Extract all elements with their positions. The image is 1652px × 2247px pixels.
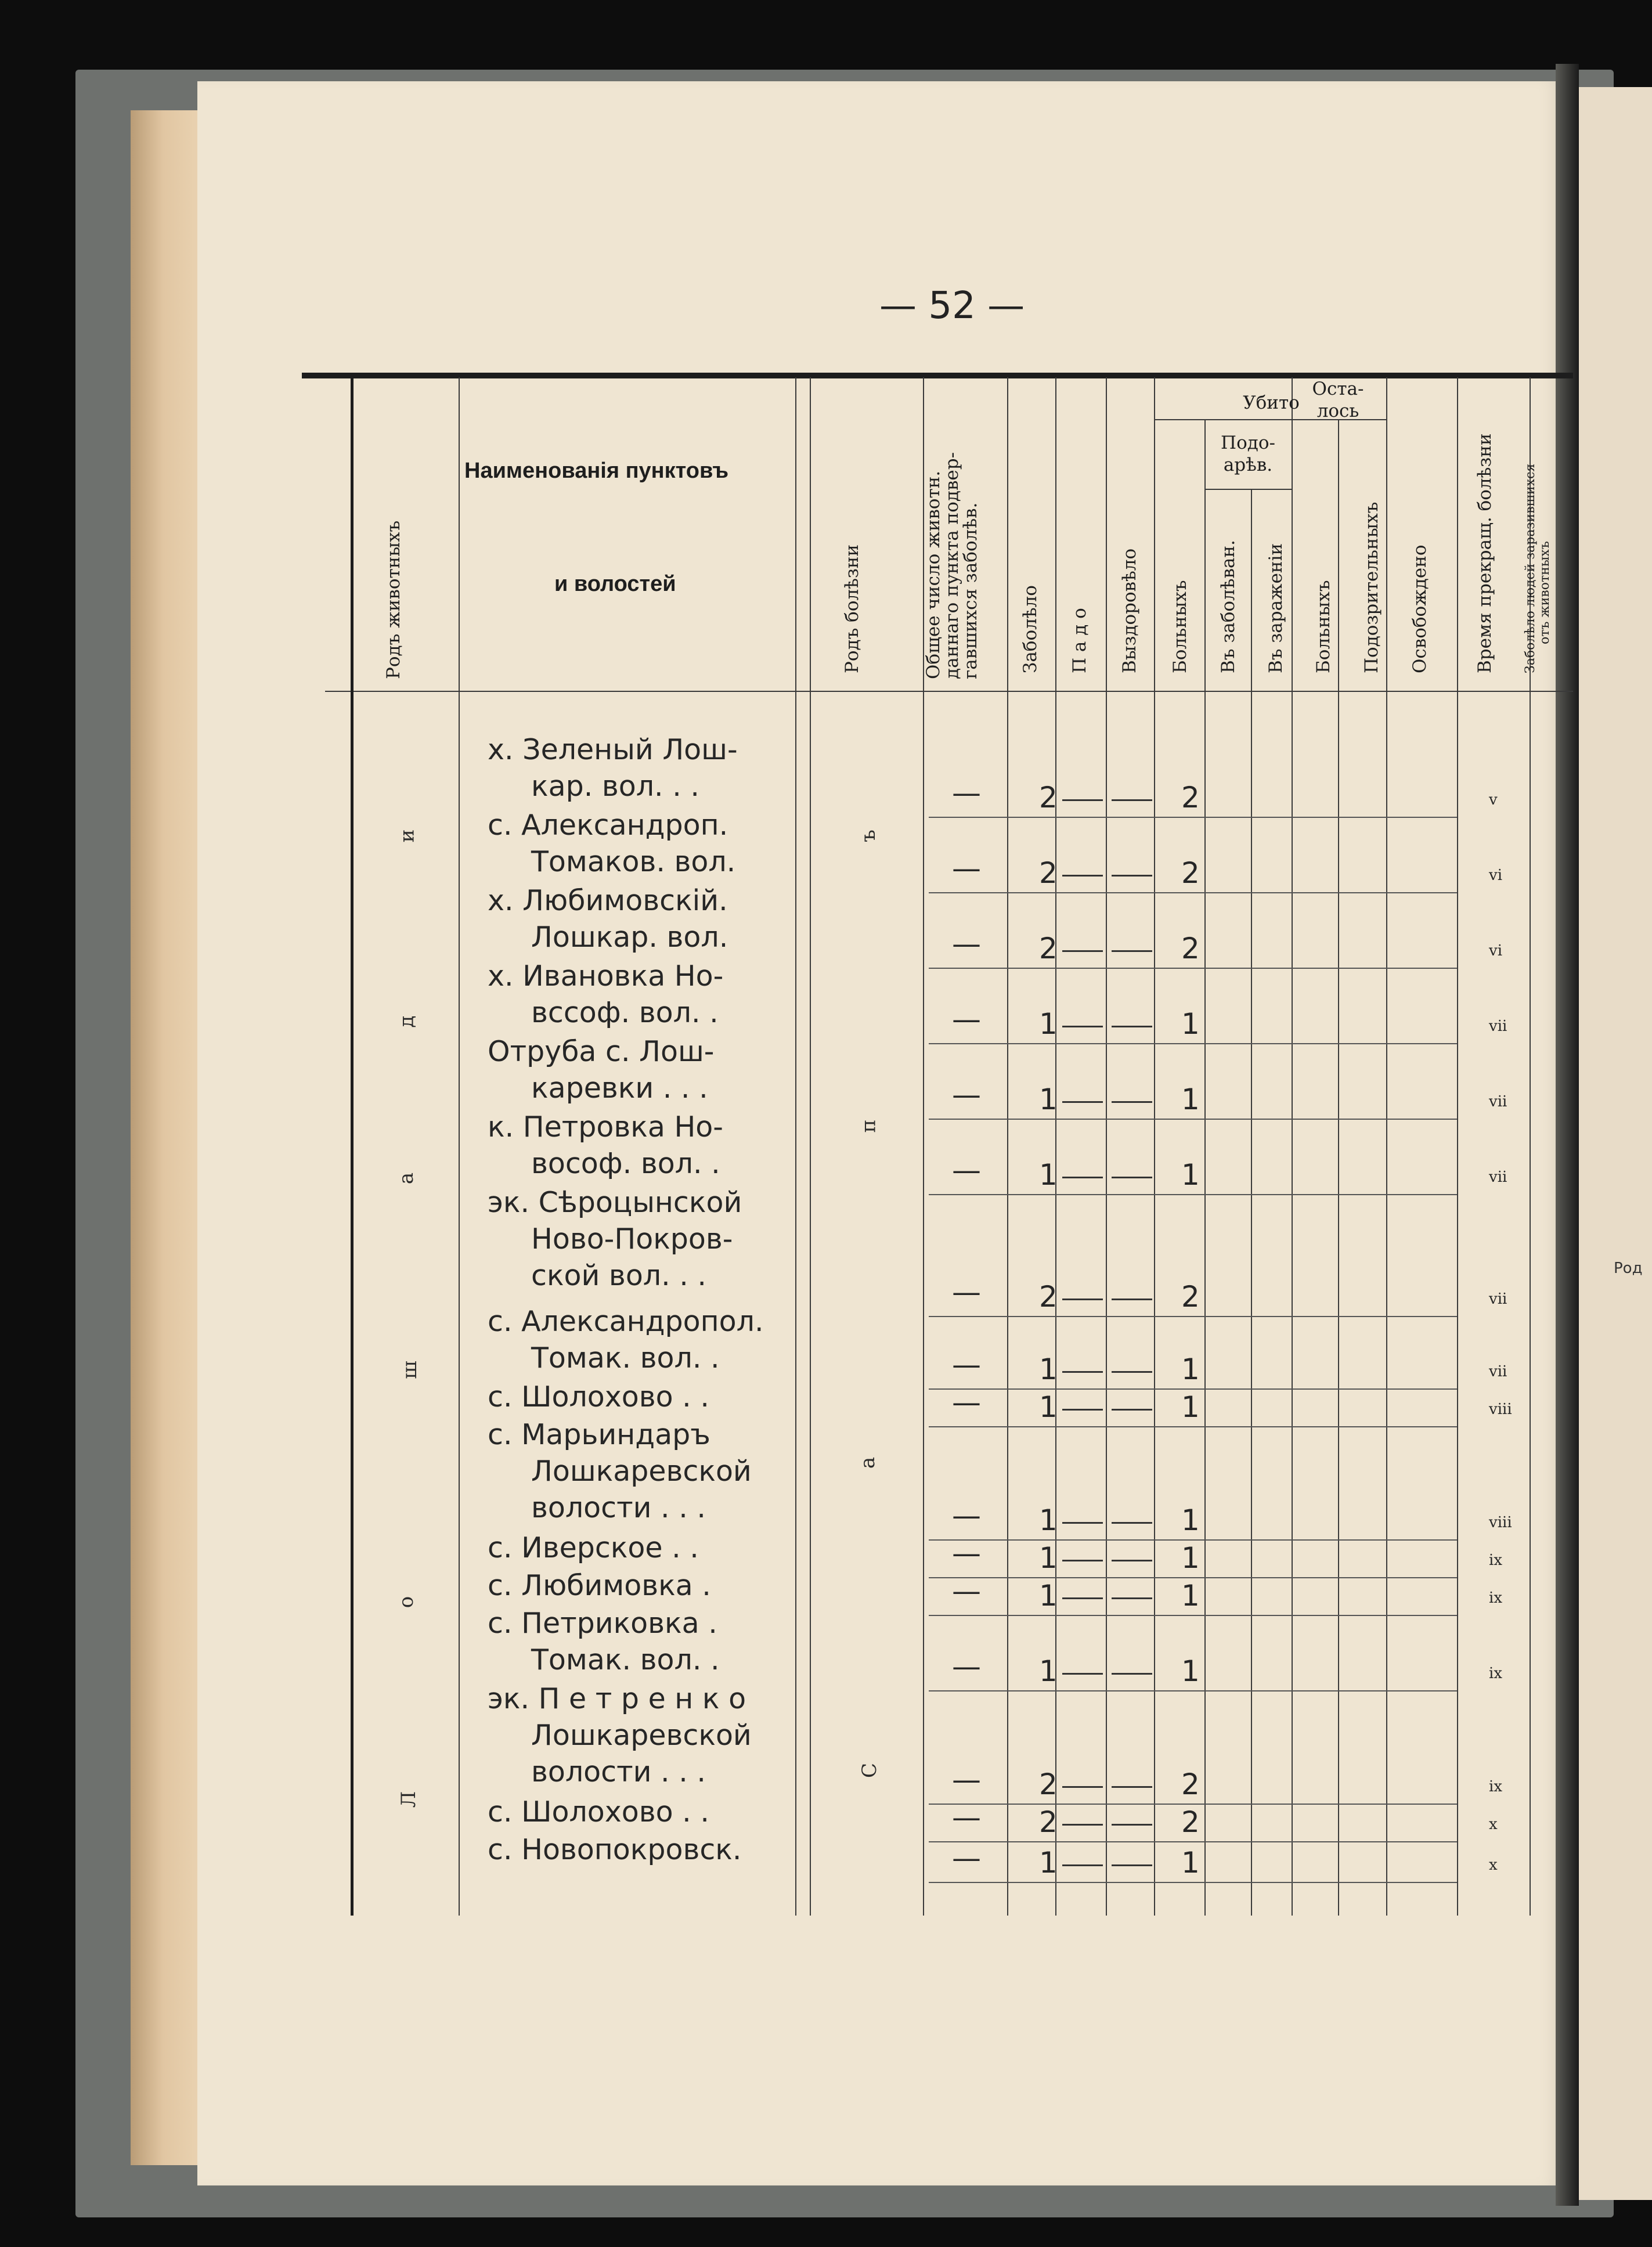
fell-ill-value: 1 (1039, 1390, 1058, 1424)
killed-sick-value: 1 (1181, 1158, 1200, 1192)
place-name: Лошкаревской (531, 1455, 752, 1488)
disease-kind-letter: п (857, 1119, 881, 1133)
recovered-dash (1112, 1864, 1152, 1866)
header-place-names: Наименованія пунктовъ (464, 459, 729, 483)
fell-ill-value: 1 (1039, 1007, 1058, 1041)
header-recovered: Выздоровѣло (1119, 548, 1140, 673)
header-people-infected-2: отъ животныхъ (1538, 541, 1552, 644)
place-name: эк. П е т р е н к о (488, 1682, 746, 1715)
killed-sick-value: 1 (1181, 1503, 1200, 1537)
end-month: v (1489, 791, 1498, 809)
place-name: волости . . . (531, 1755, 706, 1788)
recovered-dash (1112, 1026, 1152, 1027)
total-animals: — (952, 1153, 981, 1187)
place-name: с. Александропол. (488, 1305, 764, 1338)
total-animals: — (952, 1841, 981, 1875)
total-animals: — (952, 1275, 981, 1309)
recovered-dash (1112, 1177, 1152, 1178)
place-name: эк. Сѣроцынской (488, 1186, 742, 1219)
row-rule (929, 1316, 1457, 1317)
end-month: ix (1489, 1778, 1502, 1795)
row-rule (929, 892, 1457, 893)
total-animals: — (952, 927, 981, 961)
fell-ill-value: 1 (1039, 1503, 1058, 1537)
killed-sick-value: 1 (1181, 1654, 1200, 1688)
killed-sick-value: 1 (1181, 1846, 1200, 1880)
place-name: волости . . . (531, 1491, 706, 1524)
row-rule (929, 1539, 1457, 1541)
fell-ill-value: 2 (1039, 856, 1058, 890)
place-name: вссоф. вол. . (531, 996, 719, 1029)
died-dash (1062, 950, 1103, 952)
header-killed-group: Убито (1243, 392, 1300, 413)
animal-kind-letter: д (395, 1015, 419, 1028)
left-rule (351, 377, 354, 1916)
column-rule (1007, 377, 1008, 1916)
recovered-dash (1112, 1522, 1152, 1524)
place-name: с. Иверское . . (488, 1531, 699, 1564)
header-in-infection: Въ зараженіи (1265, 543, 1286, 673)
total-animals: — (952, 1499, 981, 1532)
row-rule (929, 1194, 1457, 1195)
total-animals: — (952, 1650, 981, 1683)
recovered-dash (1112, 1409, 1152, 1411)
total-animals: — (952, 776, 981, 810)
row-rule (929, 817, 1457, 818)
page-number: — 52 — (879, 284, 1025, 327)
killed-sick-value: 1 (1181, 1541, 1200, 1575)
died-dash (1062, 799, 1103, 801)
end-month: vii (1489, 1290, 1507, 1308)
place-name: Отруба с. Лош- (488, 1035, 715, 1068)
killed-sick-value: 1 (1181, 1083, 1200, 1116)
end-month: vii (1489, 1018, 1507, 1035)
place-name: с. Шолохово . . (488, 1380, 709, 1413)
recovered-dash (1112, 1101, 1152, 1103)
header-disease-kind: Родъ болѣзни (842, 544, 863, 673)
row-rule (929, 1841, 1457, 1842)
next-page-text: Род (1614, 1260, 1643, 1277)
place-name: к. Петровка Но- (488, 1110, 723, 1144)
animal-kind-letter: ш (398, 1361, 421, 1379)
column-rule (1154, 377, 1155, 1916)
animal-kind-letter: а (395, 1172, 419, 1185)
end-month: x (1489, 1856, 1498, 1874)
place-name: Ново-Покров- (531, 1222, 733, 1256)
disease-kind-letter: ъ (856, 829, 880, 842)
row-rule (929, 1119, 1457, 1120)
header-volosts: и волостей (554, 572, 676, 596)
end-month: vii (1489, 1093, 1507, 1110)
total-animals: — (952, 1078, 981, 1112)
recovered-dash (1112, 1597, 1152, 1599)
row-rule (929, 1043, 1457, 1044)
header-suspected-2: арѣв. (1223, 455, 1273, 475)
header-in-illness: Въ заболѣван. (1218, 540, 1239, 673)
place-name: х. Зеленый Лош- (488, 733, 738, 766)
disease-kind-letter: С (858, 1762, 882, 1779)
fell-ill-value: 2 (1039, 1805, 1058, 1839)
fell-ill-value: 2 (1039, 1768, 1058, 1801)
died-dash (1062, 1560, 1103, 1561)
header-remaining-2: лось (1316, 401, 1359, 421)
died-dash (1062, 1597, 1103, 1599)
header-remaining-sick: Больныхъ (1313, 580, 1334, 673)
header-died: П а д о (1069, 608, 1090, 673)
page-stack-edge (131, 110, 203, 2165)
animal-kind-letter: Л (397, 1791, 421, 1808)
suspected-group-rule (1204, 489, 1292, 490)
place-name: вософ. вол. . (531, 1147, 720, 1180)
header-remaining-suspected: Подозрительныхъ (1361, 502, 1382, 673)
recovered-dash (1112, 1560, 1152, 1561)
animal-kind-letter: и (395, 829, 419, 843)
animal-kind-letter: о (395, 1596, 419, 1608)
fell-ill-value: 1 (1039, 1541, 1058, 1575)
header-total-2: даннаго пункта подвер- (942, 452, 962, 679)
place-name: с. Марьиндаръ (488, 1418, 710, 1451)
total-animals: — (952, 1763, 981, 1797)
place-name: Томаков. вол. (531, 845, 736, 878)
row-rule (929, 1615, 1457, 1616)
row-rule (929, 968, 1457, 969)
killed-sick-value: 2 (1181, 932, 1200, 965)
column-rule (1106, 377, 1107, 1916)
died-dash (1062, 1864, 1103, 1866)
place-name: с. Александроп. (488, 809, 728, 842)
died-dash (1062, 1409, 1103, 1411)
died-dash (1062, 1026, 1103, 1027)
column-rule (795, 377, 796, 1916)
column-rule (459, 377, 460, 1916)
killed-sick-value: 1 (1181, 1352, 1200, 1386)
row-rule (929, 1804, 1457, 1805)
died-dash (1062, 1177, 1103, 1178)
recovered-dash (1112, 1786, 1152, 1788)
end-month: ix (1489, 1665, 1502, 1682)
header-fell-ill: Заболѣло (1020, 585, 1041, 673)
recovered-dash (1112, 799, 1152, 801)
total-animals: — (952, 1002, 981, 1036)
killed-sick-value: 2 (1181, 781, 1200, 814)
place-name: Томак. вол. . (531, 1643, 720, 1676)
died-dash (1062, 1522, 1103, 1524)
disease-kind-letter: а (856, 1456, 880, 1469)
died-dash (1062, 1101, 1103, 1103)
total-animals: — (952, 1386, 981, 1419)
place-name: х. Ивановка Но- (488, 960, 724, 993)
place-name: Лошкаревской (531, 1719, 752, 1752)
column-rule (1386, 377, 1387, 1916)
header-end-time: Время прекращ. болѣзни (1474, 433, 1495, 673)
fell-ill-value: 2 (1039, 1280, 1058, 1314)
header-animal-kind: Родъ животныхъ (383, 520, 404, 679)
column-rule (1457, 377, 1458, 1916)
fell-ill-value: 1 (1039, 1083, 1058, 1116)
place-name: Лошкар. вол. (531, 921, 728, 954)
end-month: vi (1489, 867, 1503, 884)
row-rule (929, 1882, 1457, 1883)
header-total-1: Общее число животн. (923, 470, 944, 679)
died-dash (1062, 1824, 1103, 1826)
place-name: с. Петриковка . (488, 1607, 717, 1640)
column-rule (1251, 489, 1252, 1916)
killed-sick-value: 2 (1181, 1805, 1200, 1839)
column-rule (1292, 377, 1293, 1916)
end-month: viii (1489, 1514, 1512, 1531)
killed-sick-value: 1 (1181, 1579, 1200, 1613)
row-rule (929, 1388, 1457, 1390)
killed-sick-value: 2 (1181, 856, 1200, 890)
column-rule (810, 377, 811, 1916)
fell-ill-value: 1 (1039, 1352, 1058, 1386)
header-suspected-1: Подо- (1221, 432, 1275, 453)
book-gutter (1556, 64, 1579, 2206)
fell-ill-value: 1 (1039, 1158, 1058, 1192)
total-animals: — (952, 1537, 981, 1570)
died-dash (1062, 1371, 1103, 1373)
place-name: Томак. вол. . (531, 1341, 720, 1375)
died-dash (1062, 875, 1103, 877)
fell-ill-value: 1 (1039, 1846, 1058, 1880)
total-animals: — (952, 1348, 981, 1382)
recovered-dash (1112, 1371, 1152, 1373)
header-people-infected-1: Заболѣло людей заразившихся (1523, 463, 1538, 673)
end-month: ix (1489, 1589, 1502, 1607)
end-month: x (1489, 1816, 1498, 1833)
end-month: vii (1489, 1363, 1507, 1380)
killed-sick-value: 2 (1181, 1768, 1200, 1801)
row-rule (929, 1577, 1457, 1578)
died-dash (1062, 1299, 1103, 1300)
place-name: х. Любимовскій. (488, 884, 728, 917)
recovered-dash (1112, 1299, 1152, 1300)
place-name: с. Шолохово . . (488, 1795, 709, 1828)
top-rule (302, 373, 1573, 378)
killed-sick-value: 1 (1181, 1390, 1200, 1424)
header-released: Освобождено (1409, 544, 1430, 673)
place-name: с. Новопокровск. (488, 1833, 742, 1866)
recovered-dash (1112, 1824, 1152, 1826)
place-name: с. Любимовка . (488, 1569, 711, 1602)
killed-sick-value: 1 (1181, 1007, 1200, 1041)
place-name: ской вол. . . (531, 1259, 706, 1292)
fell-ill-value: 2 (1039, 932, 1058, 965)
total-animals: — (952, 852, 981, 885)
recovered-dash (1112, 875, 1152, 877)
died-dash (1062, 1786, 1103, 1788)
end-month: ix (1489, 1552, 1502, 1569)
row-rule (929, 1690, 1457, 1691)
fell-ill-value: 1 (1039, 1654, 1058, 1688)
end-month: viii (1489, 1401, 1512, 1418)
killed-sick-value: 2 (1181, 1280, 1200, 1314)
end-month: vii (1489, 1168, 1507, 1186)
header-killed-sick: Больныхъ (1170, 580, 1191, 673)
place-name: каревки . . . (531, 1072, 708, 1105)
place-name: кар. вол. . . (531, 770, 699, 803)
row-rule (929, 1426, 1457, 1427)
header-remaining-1: Оста- (1312, 378, 1364, 399)
end-month: vi (1489, 942, 1503, 960)
recovered-dash (1112, 950, 1152, 952)
header-total-3: гавшихся заболѣв. (960, 502, 981, 679)
total-animals: — (952, 1801, 981, 1834)
fell-ill-value: 1 (1039, 1579, 1058, 1613)
total-animals: — (952, 1574, 981, 1608)
next-page-edge (1579, 87, 1652, 2200)
recovered-dash (1112, 1673, 1152, 1675)
fell-ill-value: 2 (1039, 781, 1058, 814)
died-dash (1062, 1673, 1103, 1675)
